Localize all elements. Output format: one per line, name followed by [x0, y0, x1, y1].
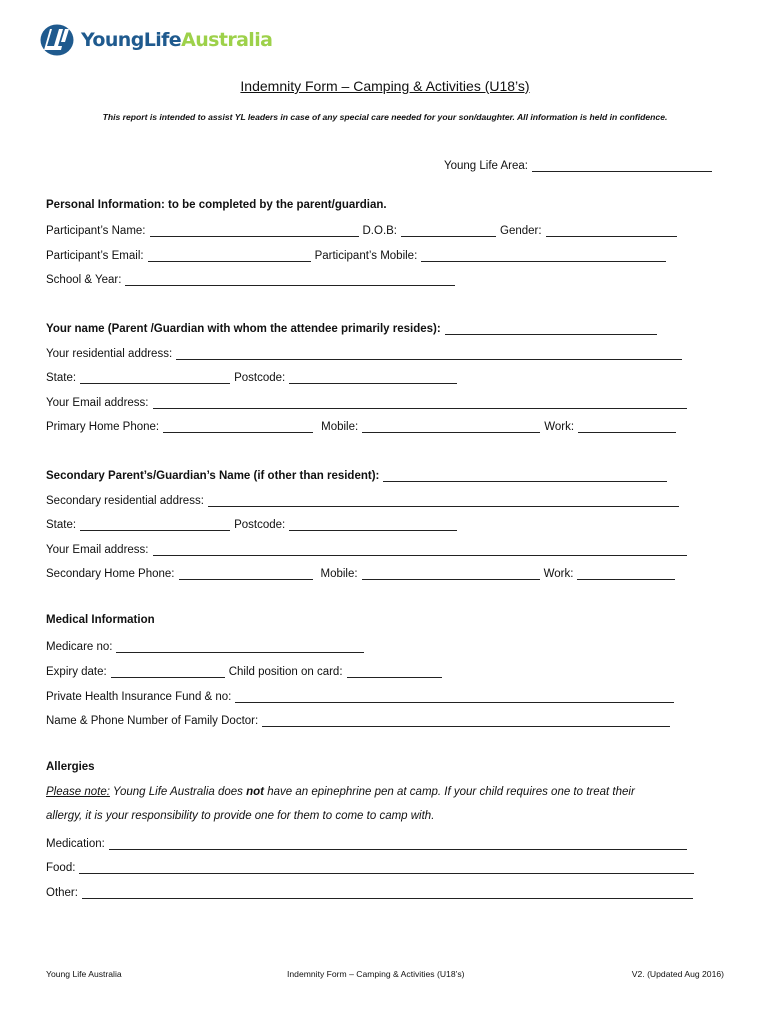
- secondary-home-phone-field[interactable]: [179, 568, 313, 580]
- parent-email-field[interactable]: [153, 397, 687, 409]
- secondary-mobile-field[interactable]: [362, 568, 540, 580]
- personal-row-3: [46, 271, 455, 286]
- allergies-heading: Allergies: [46, 761, 95, 773]
- parent-home-phone-label: Primary Home Phone:: [46, 421, 160, 433]
- parent-work-field[interactable]: [578, 421, 676, 433]
- secondary-address-field[interactable]: [208, 495, 679, 507]
- medication-label: Medication:: [46, 838, 105, 850]
- doctor-label: Name & Phone Number of Family Doctor:: [46, 715, 259, 727]
- expiry-label: Expiry date:: [46, 666, 107, 678]
- dob-label: D.O.B:: [362, 225, 398, 237]
- doctor-field[interactable]: [262, 715, 670, 727]
- parent-mobile-field[interactable]: [362, 421, 540, 433]
- participant-name-label: Participant’s Name:: [46, 225, 146, 237]
- parent-phone-row: [46, 418, 676, 433]
- medication-row: [46, 835, 687, 850]
- parent-state-field[interactable]: [80, 372, 230, 384]
- parent-address-field[interactable]: [176, 348, 682, 360]
- form-subtitle: This report is intended to assist YL leaders in case of any special care needed for your son/daughter. All information is held in confidence.: [102, 112, 668, 122]
- food-field[interactable]: [79, 862, 694, 874]
- other-field[interactable]: [82, 887, 693, 899]
- participant-mobile-field[interactable]: [421, 250, 666, 262]
- medicare-field[interactable]: [116, 641, 364, 653]
- area-field[interactable]: [532, 160, 712, 172]
- secondary-address-row: [46, 492, 679, 507]
- allergy-note-not: not: [246, 786, 265, 798]
- insurance-field[interactable]: [235, 691, 674, 703]
- personal-heading: Personal Information: to be completed by the parent/guardian.: [46, 199, 387, 211]
- dob-field[interactable]: [401, 225, 496, 237]
- parent-address-label: Your residential address:: [46, 348, 173, 360]
- secondary-state-row: [46, 516, 457, 531]
- medication-field[interactable]: [109, 838, 687, 850]
- school-field[interactable]: [125, 274, 455, 286]
- secondary-work-field[interactable]: [577, 568, 675, 580]
- secondary-home-phone-label: Secondary Home Phone:: [46, 568, 175, 580]
- footer-right: V2. (Updated Aug 2016): [631, 969, 724, 979]
- expiry-field[interactable]: [111, 666, 225, 678]
- logo: [38, 22, 272, 58]
- parent-email-label: Your Email address:: [46, 397, 149, 409]
- secondary-email-row: [46, 541, 687, 556]
- secondary-state-label: State:: [46, 519, 77, 531]
- secondary-mobile-label: Mobile:: [320, 568, 358, 580]
- secondary-name-field[interactable]: [383, 470, 667, 482]
- parent-heading: Your name (Parent /Guardian with whom the attendee primarily resides):: [46, 323, 441, 335]
- parent-state-label: State:: [46, 372, 77, 384]
- parent-address-row: [46, 345, 682, 360]
- form-title: Indemnity Form – Camping & Activities (U18’s): [240, 78, 530, 94]
- insurance-row: [46, 688, 674, 703]
- participant-email-label: Participant’s Email:: [46, 250, 144, 262]
- footer-left: Young Life Australia: [46, 969, 122, 979]
- allergy-note-line-2: allergy, it is your responsibility to provide one for them to come to camp with.: [46, 810, 435, 822]
- secondary-heading: Secondary Parent’s/Guardian’s Name (if other than resident):: [46, 470, 380, 482]
- secondary-name-row: [46, 467, 667, 482]
- parent-name-field[interactable]: [445, 323, 657, 335]
- parent-mobile-label: Mobile:: [321, 421, 359, 433]
- medicare-label: Medicare no:: [46, 641, 113, 653]
- parent-name-row: [46, 320, 657, 335]
- secondary-phone-row: [46, 565, 675, 580]
- footer-center: Indemnity Form – Camping & Activities (U18’s): [287, 969, 465, 979]
- other-label: Other:: [46, 887, 78, 899]
- secondary-work-label: Work:: [543, 568, 574, 580]
- allergy-note-line-1: [46, 786, 635, 798]
- expiry-row: [46, 663, 442, 678]
- other-row: [46, 884, 693, 899]
- school-label: School & Year:: [46, 274, 122, 286]
- medical-heading: Medical Information: [46, 614, 155, 626]
- parent-work-label: Work:: [544, 421, 575, 433]
- allergy-note-text-1: Young Life Australia does: [109, 786, 247, 798]
- area-label: Young Life Area:: [444, 160, 528, 172]
- yl-logo-icon: [38, 22, 78, 58]
- parent-home-phone-field[interactable]: [163, 421, 313, 433]
- parent-email-row: [46, 394, 687, 409]
- food-label: Food:: [46, 862, 76, 874]
- secondary-address-label: Secondary residential address:: [46, 495, 204, 507]
- parent-postcode-label: Postcode:: [234, 372, 286, 384]
- participant-mobile-label: Participant’s Mobile:: [314, 250, 418, 262]
- child-position-field[interactable]: [347, 666, 442, 678]
- participant-email-field[interactable]: [148, 250, 311, 262]
- parent-postcode-field[interactable]: [289, 372, 457, 384]
- secondary-postcode-label: Postcode:: [234, 519, 286, 531]
- child-position-label: Child position on card:: [228, 666, 343, 678]
- logo-wordmark: YoungLifeAustralia: [81, 29, 273, 51]
- insurance-label: Private Health Insurance Fund & no:: [46, 691, 232, 703]
- personal-row-1: [46, 222, 677, 237]
- area-row: [444, 157, 712, 172]
- secondary-postcode-field[interactable]: [289, 519, 457, 531]
- parent-state-row: [46, 369, 457, 384]
- participant-name-field[interactable]: [150, 225, 359, 237]
- medicare-row: [46, 638, 364, 653]
- gender-field[interactable]: [546, 225, 677, 237]
- gender-label: Gender:: [500, 225, 542, 237]
- secondary-email-field[interactable]: [153, 544, 687, 556]
- food-row: [46, 859, 694, 874]
- allergy-note-text-2: have an epinephrine pen at camp. If your child requires one to treat their: [264, 786, 635, 798]
- personal-row-2: [46, 247, 666, 262]
- secondary-state-field[interactable]: [80, 519, 230, 531]
- doctor-row: [46, 712, 670, 727]
- secondary-email-label: Your Email address:: [46, 544, 149, 556]
- allergy-note-label: Please note:: [46, 786, 110, 798]
